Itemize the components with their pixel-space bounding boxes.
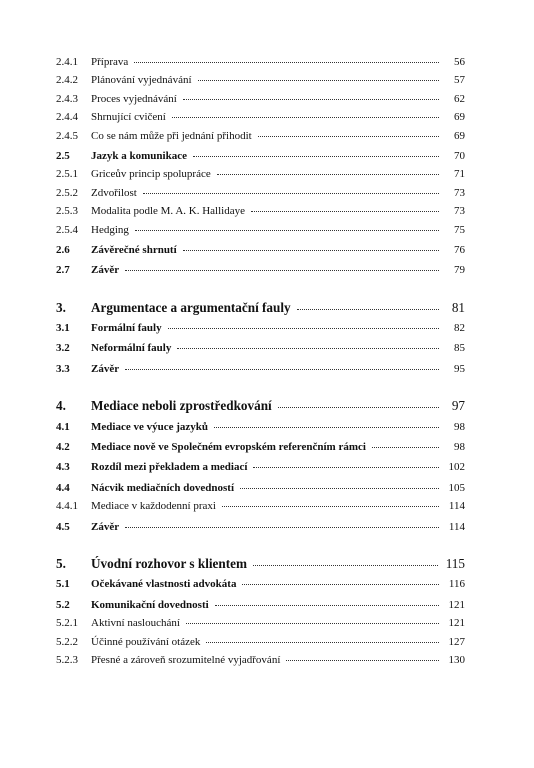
toc-entry-number: 2.5 — [56, 149, 70, 162]
dot-leader — [240, 478, 439, 489]
toc-entry[interactable] — [56, 518, 465, 536]
toc-entry-title: Závěr — [91, 264, 120, 277]
dot-leader — [135, 220, 439, 231]
toc-entry[interactable] — [56, 165, 465, 183]
dot-leader — [286, 650, 439, 661]
toc-entry-title: Plánování vyjednávání — [91, 74, 192, 87]
toc-entry-number: 2.5.2 — [56, 186, 78, 199]
toc-entry-number: 2.6 — [56, 243, 70, 256]
toc-entry-page-number: 71 — [454, 168, 465, 181]
toc-entry-title: Úvodní rozhovor s klientem — [91, 555, 247, 571]
toc-entry[interactable] — [56, 596, 465, 614]
toc-entry-page-number: 57 — [454, 74, 465, 87]
toc-entry-title: Přesné a zároveň srozumitelné vyjadřování — [91, 653, 281, 666]
toc-entry[interactable] — [56, 497, 465, 515]
dot-leader — [168, 318, 439, 329]
toc-entry-page-number: 69 — [454, 111, 465, 124]
dot-leader — [125, 260, 439, 271]
toc-entry-number: 4.2 — [56, 441, 70, 454]
toc-entry-title: Neformální fauly — [91, 342, 172, 355]
dot-leader — [193, 146, 439, 157]
dot-leader — [172, 107, 439, 118]
dot-leader — [125, 517, 439, 528]
toc-entry-page-number: 56 — [454, 56, 465, 68]
toc-entry-number: 2.5.4 — [56, 223, 78, 236]
toc-entry[interactable] — [56, 261, 465, 279]
toc-entry-page-number: 114 — [448, 520, 465, 533]
toc-entry-number: 3.3 — [56, 362, 70, 375]
dot-leader — [258, 126, 439, 137]
toc-entry[interactable] — [56, 614, 465, 632]
dot-leader — [183, 240, 439, 251]
toc-entry-page-number: 121 — [448, 598, 465, 611]
dot-leader — [214, 417, 439, 428]
toc-entry[interactable] — [56, 127, 465, 145]
dot-leader — [251, 201, 439, 212]
toc-entry-page-number: 95 — [454, 362, 465, 375]
toc-entry-title: Nácvik mediačních dovedností — [91, 481, 235, 494]
toc-spacer — [56, 536, 465, 555]
dot-leader — [206, 632, 439, 643]
toc-entry-title: Hedging — [91, 223, 129, 236]
toc-entry-page-number: 127 — [448, 635, 465, 648]
toc-entry-number: 4.5 — [56, 520, 70, 533]
toc-entry[interactable] — [56, 360, 465, 378]
toc-entry-page-number: 98 — [454, 441, 465, 454]
toc-entry-number: 2.4.1 — [56, 56, 78, 68]
toc-entry-number: 4.3 — [56, 461, 70, 474]
toc-entry-page-number: 81 — [451, 299, 465, 315]
toc-entry-title: Co se nám může při jednání přihodit — [91, 129, 252, 142]
toc-entry-number: 5.2.3 — [56, 653, 78, 666]
dot-leader — [217, 164, 439, 175]
toc-entry-title: Aktivní naslouchání — [91, 617, 180, 630]
toc-entry-number: 5.1 — [56, 578, 70, 591]
toc-entry-number: 3.1 — [56, 322, 70, 335]
toc-entry[interactable] — [56, 184, 465, 202]
toc-entry-number: 5.2.2 — [56, 635, 78, 648]
toc-entry-page-number: 69 — [454, 129, 465, 142]
toc-entry-title: Mediace ve výuce jazyků — [91, 420, 208, 433]
toc-entry-number: 5. — [56, 555, 66, 571]
toc-entry-number: 2.4.2 — [56, 74, 78, 87]
dot-leader — [186, 613, 439, 624]
toc-entry-page-number: 115 — [445, 555, 465, 571]
toc-entry-page-number: 70 — [454, 149, 465, 162]
toc-entry[interactable] — [56, 458, 465, 476]
toc-entry[interactable] — [56, 53, 465, 71]
toc-entry-page-number: 105 — [448, 481, 465, 494]
toc-entry-page-number: 102 — [448, 461, 465, 474]
dot-leader — [253, 555, 438, 566]
toc-spacer — [56, 378, 465, 397]
toc-entry[interactable] — [56, 241, 465, 259]
toc-entry-number: 5.2 — [56, 598, 70, 611]
dot-leader — [125, 359, 439, 370]
toc-entry[interactable] — [56, 71, 465, 89]
toc-entry-number: 4.4 — [56, 481, 70, 494]
toc-entry-number: 2.4.4 — [56, 111, 78, 124]
toc-entry-number: 2.7 — [56, 264, 70, 277]
toc-entry[interactable] — [56, 633, 465, 651]
dot-leader — [278, 397, 439, 408]
toc-entry-page-number: 130 — [448, 653, 465, 666]
dot-leader — [372, 437, 439, 448]
toc-spacer — [56, 280, 465, 299]
dot-leader — [222, 496, 439, 507]
toc-entry[interactable] — [56, 90, 465, 108]
toc-chapter-entry[interactable] — [56, 555, 465, 573]
toc-chapter-entry[interactable] — [56, 299, 465, 317]
toc-entry[interactable] — [56, 418, 465, 436]
toc-entry-title: Jazyk a komunikace — [91, 149, 187, 162]
toc-entry-number: 2.5.1 — [56, 168, 78, 181]
toc-entry-title: Účinné používání otázek — [91, 635, 201, 648]
toc-entry[interactable] — [56, 479, 465, 497]
toc-chapter-entry[interactable] — [56, 397, 465, 415]
dot-leader — [183, 89, 439, 100]
toc-entry[interactable] — [56, 319, 465, 337]
toc-entry-page-number: 75 — [454, 223, 465, 236]
toc-entry-number: 2.4.3 — [56, 92, 78, 105]
dot-leader — [198, 70, 439, 81]
toc-entry-title: Zdvořilost — [91, 186, 137, 199]
toc-entry-title: Rozdíl mezi překladem a mediací — [91, 461, 248, 474]
toc-entry-page-number: 97 — [451, 398, 465, 414]
toc-entry-title: Mediace neboli zprostředkování — [91, 398, 272, 414]
toc-entry-page-number: 114 — [448, 500, 465, 513]
toc-entry-page-number: 116 — [448, 578, 465, 591]
dot-leader — [177, 338, 439, 349]
toc-entry-title: Závěrečné shrnutí — [91, 243, 177, 256]
toc-entry-title: Mediace nově ve Společném evropském referenčním rámci — [91, 441, 366, 454]
toc-entry-title: Shrnující cvičení — [91, 111, 166, 124]
toc-entry-title: Závěr — [91, 362, 120, 375]
toc-entry-number: 3. — [56, 299, 66, 315]
toc-entry-title: Mediace v každodenní praxi — [91, 500, 216, 513]
table-of-contents — [56, 53, 465, 669]
toc-entry-page-number: 73 — [454, 186, 465, 199]
dot-leader — [215, 595, 439, 606]
toc-entry[interactable] — [56, 221, 465, 239]
toc-entry-page-number: 79 — [454, 264, 465, 277]
toc-entry-page-number: 82 — [454, 322, 465, 335]
toc-entry-title: Proces vyjednávání — [91, 92, 177, 105]
toc-entry[interactable] — [56, 651, 465, 669]
dot-leader — [242, 574, 439, 585]
toc-entry-title: Příprava — [91, 56, 129, 68]
toc-entry[interactable] — [56, 438, 465, 456]
toc-entry-page-number: 98 — [454, 420, 465, 433]
toc-entry-number: 4. — [56, 398, 66, 414]
toc-entry-title: Komunikační dovednosti — [91, 598, 209, 611]
toc-entry-number: 2.4.5 — [56, 129, 78, 142]
toc-entry-number: 4.4.1 — [56, 500, 78, 513]
toc-entry-title: Griceův princip spolupráce — [91, 168, 211, 181]
toc-entry-title: Očekávané vlastnosti advokáta — [91, 578, 237, 591]
toc-entry-page-number: 62 — [454, 92, 465, 105]
toc-entry[interactable] — [56, 202, 465, 220]
toc-entry-number: 5.2.1 — [56, 617, 78, 630]
toc-entry-title: Argumentace a argumentační fauly — [91, 299, 291, 315]
toc-entry-page-number: 76 — [454, 243, 465, 256]
toc-entry-title: Modalita podle M. A. K. Hallidaye — [91, 205, 245, 218]
toc-entry-number: 2.5.3 — [56, 205, 78, 218]
toc-entry-title: Závěr — [91, 520, 120, 533]
toc-entry[interactable] — [56, 108, 465, 126]
toc-entry[interactable] — [56, 147, 465, 165]
toc-entry-page-number: 121 — [448, 617, 465, 630]
dot-leader — [253, 457, 439, 468]
dot-leader — [297, 299, 439, 310]
dot-leader — [143, 183, 439, 194]
toc-entry[interactable] — [56, 339, 465, 357]
toc-entry-number: 3.2 — [56, 342, 70, 355]
dot-leader — [134, 52, 439, 63]
toc-entry-title: Formální fauly — [91, 322, 162, 335]
toc-entry-page-number: 85 — [454, 342, 465, 355]
toc-entry-number: 4.1 — [56, 420, 70, 433]
toc-entry-page-number: 73 — [454, 205, 465, 218]
toc-entry[interactable] — [56, 575, 465, 593]
